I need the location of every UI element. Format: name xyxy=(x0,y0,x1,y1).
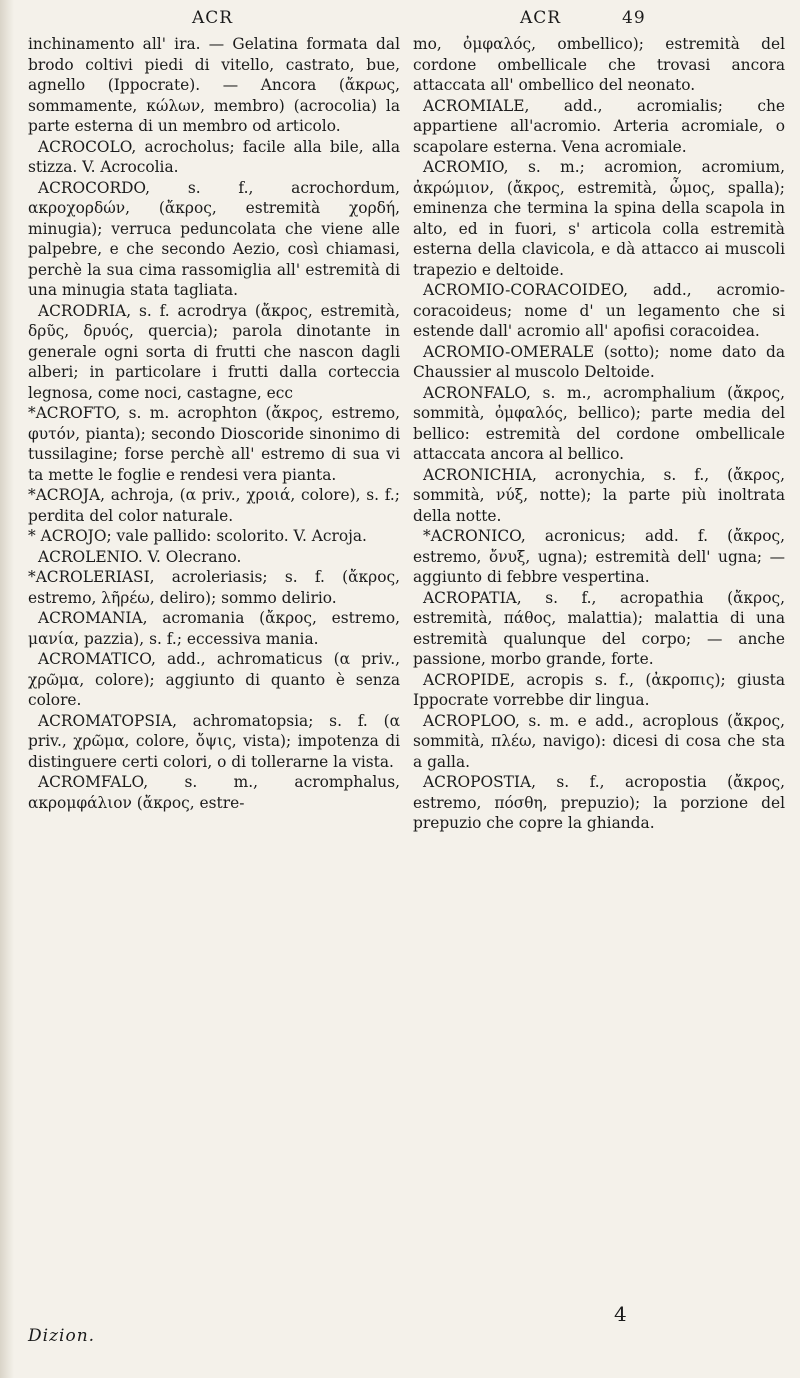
signature-mark: Dizion. xyxy=(28,1326,96,1346)
entry-left-3: ACRODRIA, s. f. acrodrya (ἄκρος, estremità, δρῦς, δρυός, quercia); parola dinotante in generale ogni sorta di frutti che nascon dagli alberi; in particolare i frutti dalla corteccia legnosa, come noci, castagne, ecc xyxy=(28,301,400,402)
entry-left-12: ACROMFALO, s. m., acromphalus, ακρομφάλιον (ἄκρος, estre- xyxy=(28,773,400,812)
right-column xyxy=(413,34,785,834)
entry-left-9: ACROMANIA, acromania (ἄκρος, estremo, μανία, pazzia), s. f.; eccessiva mania. xyxy=(28,609,400,648)
entry-left-4: *ACROFTO, s. m. acrophton (ἄκρος, estremo, φυτόν, pianta); secondo Dioscoride sinonimo di tussilagine; forse perchè all' estremo di sua vi ta mette le foglie e rendesi vera pianta. xyxy=(28,404,400,484)
entry-left-2: ACROCORDO, s. f., acrochordum, ακροχορδών, (ἄκρος, estremità χορδή, minugia); verruca peduncolata che viene alle palpebre, e che secondo Aezio, così chiamasi, perchè la sua cima rassomiglia all' estremità di una minugia stata tagliata. xyxy=(28,178,400,299)
entry-right-9: ACROPIDE, acropis s. f., (ἀκροπις); giusta Ippocrate vorrebbe dir lingua. xyxy=(413,670,785,709)
entry-left-1: ACROCOLO, acrocholus; facile alla bile, alla stizza. V. Acrocolia. xyxy=(28,137,400,176)
left-column xyxy=(28,34,400,813)
entry-right-6: ACRONICHIA, acronychia, s. f., (ἄκρος, sommità, νύξ, notte); la parte più inoltrata della notte. xyxy=(413,465,785,525)
entry-right-2: ACROMIO, s. m.; acromion, acromium, ἀκρώμιον, (ἄκρος, estremità, ὦμος, spalla); eminenza che termina la spina della scapola in alto, ed in fuori, s' articola colla estremità esterna della clavicola, e dà attacco ai muscoli trapezio e deltoide. xyxy=(413,158,785,279)
entry-left-6: * ACROJO; vale pallido: scolorito. V. Acroja. xyxy=(28,527,367,545)
entry-left-8: *ACROLERIASI, acroleriasis; s. f. (ἄκρος, estremo, λῆρέω, deliro); sommo delirio. xyxy=(28,568,400,607)
entry-left-10: ACROMATICO, add., achromaticus (α priv., χρῶμα, colore); aggiunto di quanto è senza colore. xyxy=(28,650,400,709)
gathering-mark: 4 xyxy=(614,1302,627,1326)
header-left-keyword: ACR xyxy=(192,8,234,28)
page-gutter-shadow xyxy=(0,0,14,1378)
entry-left-0: inchinamento all' ira. — Gelatina formata dal brodo coltivi piedi di vitello, castrato, bue, agnello (Ippocrate). — Ancora (ἄκρως, sommamente, κώλων, membro) (acrocolia) la parte esterna di un membro od articolo. xyxy=(28,35,400,135)
header-right-keyword: ACR xyxy=(520,8,562,28)
entry-right-11: ACROPOSTIA, s. f., acropostia (ἄκρος, estremo, πόσθη, prepuzio); la porzione del prepuzio che copre la ghianda. xyxy=(413,773,785,832)
entry-right-5: ACRONFALO, s. m., acromphalium (ἄκρος, sommità, ὀμφαλός, bellico); parte media del bellico: estremità del cordone ombellicale attaccata ancora al bellico. xyxy=(413,383,785,463)
entry-left-5: *ACROJA, achroja, (α priv., χροιά, colore), s. f.; perdita del color naturale. xyxy=(28,486,400,525)
entry-right-8: ACROPATIA, s. f., acropathia (ἄκρος, estremità, πάθος, malattia); malattia di una estremità qualunque del corpo; — anche passione, morbo grande, forte. xyxy=(413,588,785,668)
entry-right-0: mo, ὀμφαλός, ombellico); estremità del cordone ombellicale che trovasi ancora attaccata all' ombellico del neonato. xyxy=(413,35,785,94)
entry-right-10: ACROPLOO, s. m. e add., acroplous (ἄκρος, sommità, πλέω, navigo): dicesi di cosa che sta a galla. xyxy=(413,711,785,771)
entry-right-1: ACROMIALE, add., acromialis; che appartiene all'acromio. Arteria acromiale, o scapolare esterna. Vena acromiale. xyxy=(413,96,785,156)
running-header xyxy=(0,0,800,34)
entry-left-7: ACROLENIO. V. Olecrano. xyxy=(38,547,242,566)
entry-right-3: ACROMIO-CORACOIDEO, add., acromio-coracoideus; nome d' un legamento che si estende dall' acromio all' apofisi coracoidea. xyxy=(413,281,785,340)
entry-left-11: ACROMATOPSIA, achromatopsia; s. f. (α priv., χρῶμα, colore, ὄψις, vista); impotenza di distinguere certi colori, o di tollerarne la vista. xyxy=(28,711,400,771)
entry-right-7: *ACRONICO, acronicus; add. f. (ἄκρος, estremo, ὄνυξ, ugna); estremità dell' ugna; — aggiunto di febbre vespertina. xyxy=(413,527,785,586)
page-number: 49 xyxy=(622,8,646,28)
entry-right-4: ACROMIO-OMERALE (sotto); nome dato da Chaussier al muscolo Deltoide. xyxy=(413,342,785,381)
